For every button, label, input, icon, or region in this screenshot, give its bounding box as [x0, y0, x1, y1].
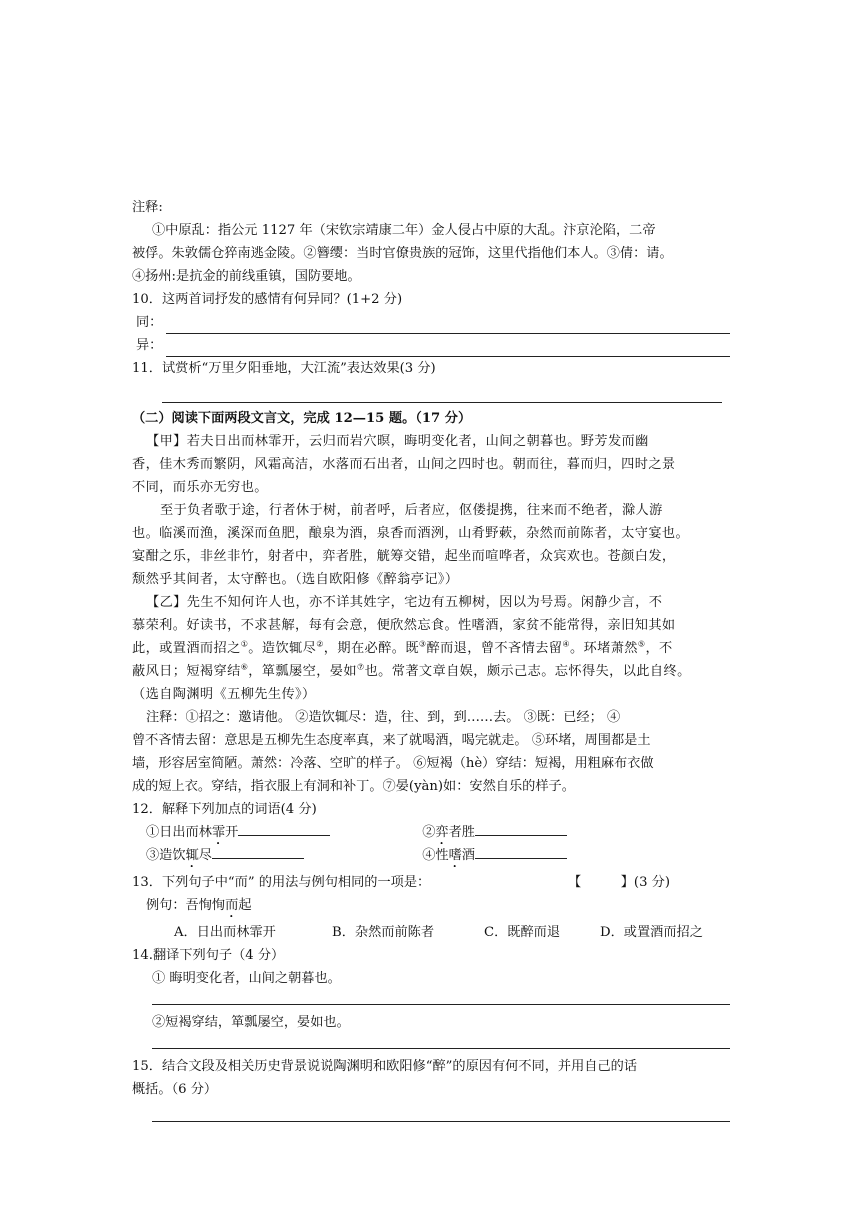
footnote-mark-3: ③ [418, 639, 427, 649]
q12-item-c: ③造饮辄尽 [146, 844, 418, 867]
q10-diff-label: 异： [136, 338, 163, 353]
footnote-mark-5: ⑤ [637, 639, 646, 649]
section-2-heading: （二）阅读下面两段文言文，完成 12—15 题。（17 分） [132, 411, 472, 426]
q13-option-d[interactable]: D．或置酒而招之 [600, 925, 703, 940]
notes-line-2: 被俘。朱敦儒仓猝南逃金陵。②簪缨：当时官僚贵族的冠饰，这里代指他们本人。③倩：请。 [132, 246, 673, 261]
footnote-mark-4: ④ [562, 639, 570, 649]
notes-line-1: ①中原乱：指公元 1127 年（宋钦宗靖康二年）金人侵占中原的大乱。汴京沦陷，二帝 [152, 223, 656, 238]
question-10: 10．这两首词抒发的感情有何异同？(1+2 分) [132, 292, 403, 307]
passage-yi-line-4 [132, 660, 730, 683]
footnote-mark-7: ⑦ [356, 662, 365, 672]
q10-same-row [132, 311, 730, 334]
q10-same-label: 同： [136, 315, 163, 330]
q12-c-blank[interactable] [212, 844, 304, 859]
q11-answer-row [132, 380, 730, 403]
passage-yi-line-3-f: ，不 [645, 641, 673, 656]
q15-answer-line[interactable] [152, 1121, 730, 1122]
q14-sentence-1: ① 晦明变化者，山间之朝暮也。 [152, 971, 341, 986]
exam-page [132, 196, 730, 1122]
q12-item-d: ④性嗜酒 [422, 844, 567, 867]
q10-same-answer-line[interactable] [166, 319, 730, 334]
passage-yi [132, 591, 730, 706]
passage-jia-p2-line-1: 至于负者歌于途，行者休于树，前者呼，后者应，伛偻提携，往来而不绝者，滁人游 [160, 503, 663, 518]
q12-b-blank[interactable] [475, 821, 567, 836]
question-12: 12．解释下列加点的词语(4 分) [132, 802, 317, 817]
passage-jia [132, 430, 730, 591]
q11-answer-line[interactable] [162, 388, 722, 403]
question-15-line-2: 概括。（6 分） [132, 1082, 218, 1097]
question-14: 14.翻译下列句子（4 分） [132, 948, 285, 963]
q13-example: 例句：吾恂恂而起 [146, 898, 252, 913]
yi-notes-line-1: 注释：①招之：邀请他。 ②造饮辄尽：造，往、到，到……去。 ③既：已经； ④ [146, 710, 621, 725]
yi-notes-line-4: 成的短上衣。穿结，指衣服上有洞和补丁。⑦晏(yàn)如：安然自乐的样子。 [132, 779, 575, 794]
notes-line-3: ④扬州:是抗金的前线重镇，国防要地。 [132, 269, 361, 284]
q13-answer-bracket[interactable]: 【 】(3 分) [568, 875, 670, 890]
q12-item-a: ①日出而林霏开 [146, 821, 418, 844]
q10-diff-row [132, 334, 730, 357]
passage-yi-line-3-c: ，期在必醉。既 [323, 641, 419, 656]
q14-answer-line-2[interactable] [152, 1048, 730, 1049]
passage-yi-line-3 [132, 637, 730, 660]
q13-option-a[interactable]: A．日出而林霏开 [174, 925, 276, 940]
q14-sentence-2: ②短褐穿结，箪瓢屡空，晏如也。 [152, 1015, 350, 1030]
q12-row-2 [132, 844, 730, 867]
passage-yi-line-2: 慕荣利。好读书，不求甚解，每有会意，便欣然忘食。性嗜酒，家贫不能常得，亲旧知其如 [132, 618, 676, 633]
question-15-line-1: 15．结合文段及相关历史背景说说陶渊明和欧阳修“醉”的原因有何不同，并用自己的话 [132, 1059, 638, 1074]
passage-yi-line-3-a: 此，或置酒而招之 [132, 641, 241, 656]
passage-yi-line-3-e: 。环堵萧然 [569, 641, 638, 656]
q10-diff-answer-line[interactable] [166, 342, 730, 357]
footnote-mark-1: ① [240, 639, 249, 649]
q12-item-b: ②弈者胜 [422, 821, 567, 844]
passage-jia-p1-line-3: 不同，而乐亦无穷也。 [132, 480, 268, 495]
passage-yi-line-4-b: ，箪瓢屡空，晏如 [248, 664, 357, 679]
q12-row-1 [132, 821, 730, 844]
q13-option-b[interactable]: B．杂然而前陈者 [332, 925, 435, 940]
question-13-row [132, 871, 730, 894]
q13-option-c[interactable]: C．既醉而退 [484, 925, 561, 940]
passage-yi-line-5: （选自陶渊明《五柳先生传》） [132, 687, 316, 702]
passage-jia-p2-line-2: 也。临溪而渔，溪深而鱼肥，酿泉为酒，泉香而酒洌，山肴野蔌，杂然而前陈者，太守宴也。 [132, 526, 690, 541]
q12-d-blank[interactable] [475, 844, 567, 859]
passage-jia-p1-line-2: 香，佳木秀而繁阴，风霜高洁，水落而石出者，山间之四时也。朝而往，暮而归，四时之景 [132, 457, 676, 472]
q13-options [132, 921, 730, 944]
footnote-mark-2: ② [316, 639, 324, 649]
question-11: 11．试赏析“万里夕阳垂地，大江流”表达效果(3 分) [132, 361, 436, 376]
passage-jia-p1-line-1: 【甲】若夫日出而林霏开，云归而岩穴暝，晦明变化者，山间之朝暮也。野芳发而幽 [146, 434, 649, 449]
q14-answer-line-1[interactable] [152, 1004, 730, 1005]
yi-notes-line-2: 曾不吝情去留：意思是五柳先生态度率真，来了就喝酒，喝完就走。 ⑤环堵，周围都是土 [132, 733, 651, 748]
passage-jia-p2-line-4: 颓然乎其间者，太守醉也。（选自欧阳修《醉翁亭记》） [132, 572, 459, 587]
passage-jia-p2-line-3: 宴酣之乐，非丝非竹，射者中，弈者胜，觥筹交错，起坐而喧哗者，众宾欢也。苍颜白发， [132, 549, 676, 564]
passage-yi-line-1: 【乙】先生不知何许人也，亦不详其姓字，宅边有五柳树，因以为号焉。闲静少言，不 [146, 595, 663, 610]
question-13: 13．下列句子中“而” 的用法与例句相同的一项是： [132, 875, 431, 890]
passage-yi-line-4-c: 也。常著文章自娱，颇示己志。忘怀得失，以此自终。 [364, 664, 691, 679]
q12-a-blank[interactable] [238, 821, 330, 836]
notes-heading: 注释: [132, 200, 163, 215]
yi-notes-line-3: 墙，形容居室简陋。萧然：冷落、空旷的样子。 ⑥短褐（hè）穿结：短褐，用粗麻布衣做 [132, 756, 654, 771]
footnote-mark-6: ⑥ [240, 662, 249, 672]
passage-yi-line-3-d: 醉而退，曾不吝情去留 [426, 641, 563, 656]
passage-yi-line-3-b: 。造饮辄尽 [248, 641, 317, 656]
passage-yi-line-4-a: 蔽风日；短褐穿结 [132, 664, 241, 679]
